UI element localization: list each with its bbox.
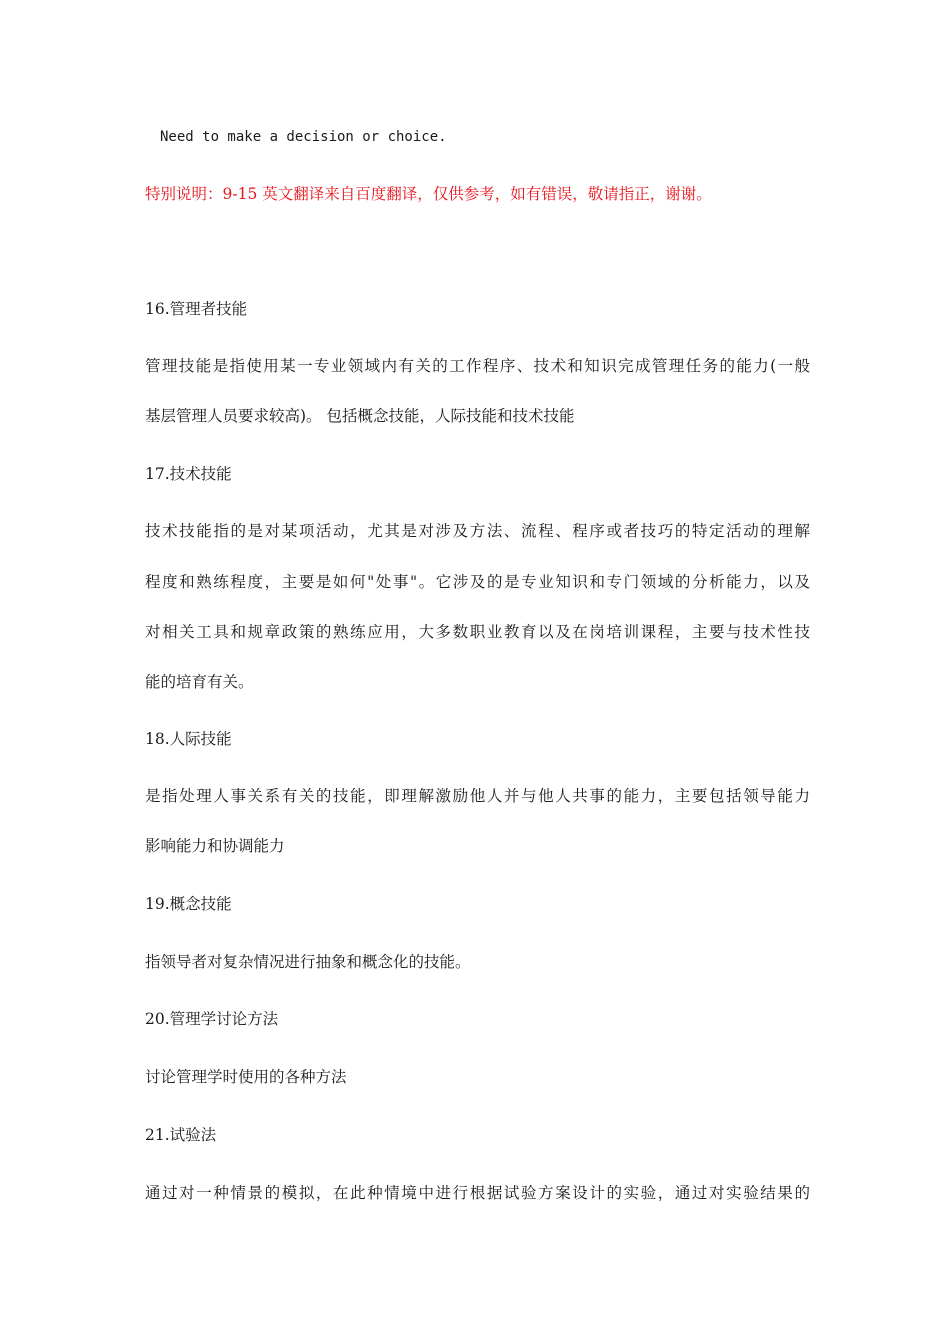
paragraph-line: 通过对一种情景的模拟，在此种情境中进行根据试验方案设计的实验，通过对实验结果的 [145, 1184, 810, 1202]
paragraph-line: 管理技能是指使用某一专业领域内有关的工作程序、技术和知识完成管理任务的能力(一般 [145, 357, 810, 375]
paragraph-line: 技术技能指的是对某项活动，尤其是对涉及方法、流程、程序或者技巧的特定活动的理解 [145, 522, 810, 540]
section-heading-19: 19.概念技能 [145, 895, 232, 913]
paragraph-line: 指领导者对复杂情况进行抽象和概念化的技能。 [145, 953, 471, 971]
section-heading-16: 16.管理者技能 [145, 300, 248, 318]
intro-line: Need to make a decision or choice. [160, 129, 447, 145]
paragraph-line: 影响能力和协调能力 [145, 837, 285, 855]
paragraph-line: 程度和熟练程度，主要是如何"处事"。它涉及的是专业知识和专门领域的分析能力，以及 [145, 573, 810, 591]
paragraph-line: 对相关工具和规章政策的熟练应用，大多数职业教育以及在岗培训课程，主要与技术性技 [145, 623, 810, 641]
paragraph-line: 基层管理人员要求较高)。 包括概念技能，人际技能和技术技能 [145, 407, 575, 425]
section-heading-21: 21.试验法 [145, 1126, 217, 1144]
section-heading-17: 17.技术技能 [145, 465, 232, 483]
paragraph-line: 讨论管理学时使用的各种方法 [145, 1068, 347, 1086]
paragraph-line: 能的培育有关。 [145, 673, 254, 691]
special-note: 特别说明：9-15 英文翻译来自百度翻译，仅供参考，如有错误，敬请指正，谢谢。 [145, 185, 712, 203]
section-heading-18: 18.人际技能 [145, 730, 232, 748]
section-heading-20: 20.管理学讨论方法 [145, 1010, 279, 1028]
paragraph-line: 是指处理人事关系有关的技能，即理解激励他人并与他人共事的能力，主要包括领导能力 [145, 787, 810, 805]
